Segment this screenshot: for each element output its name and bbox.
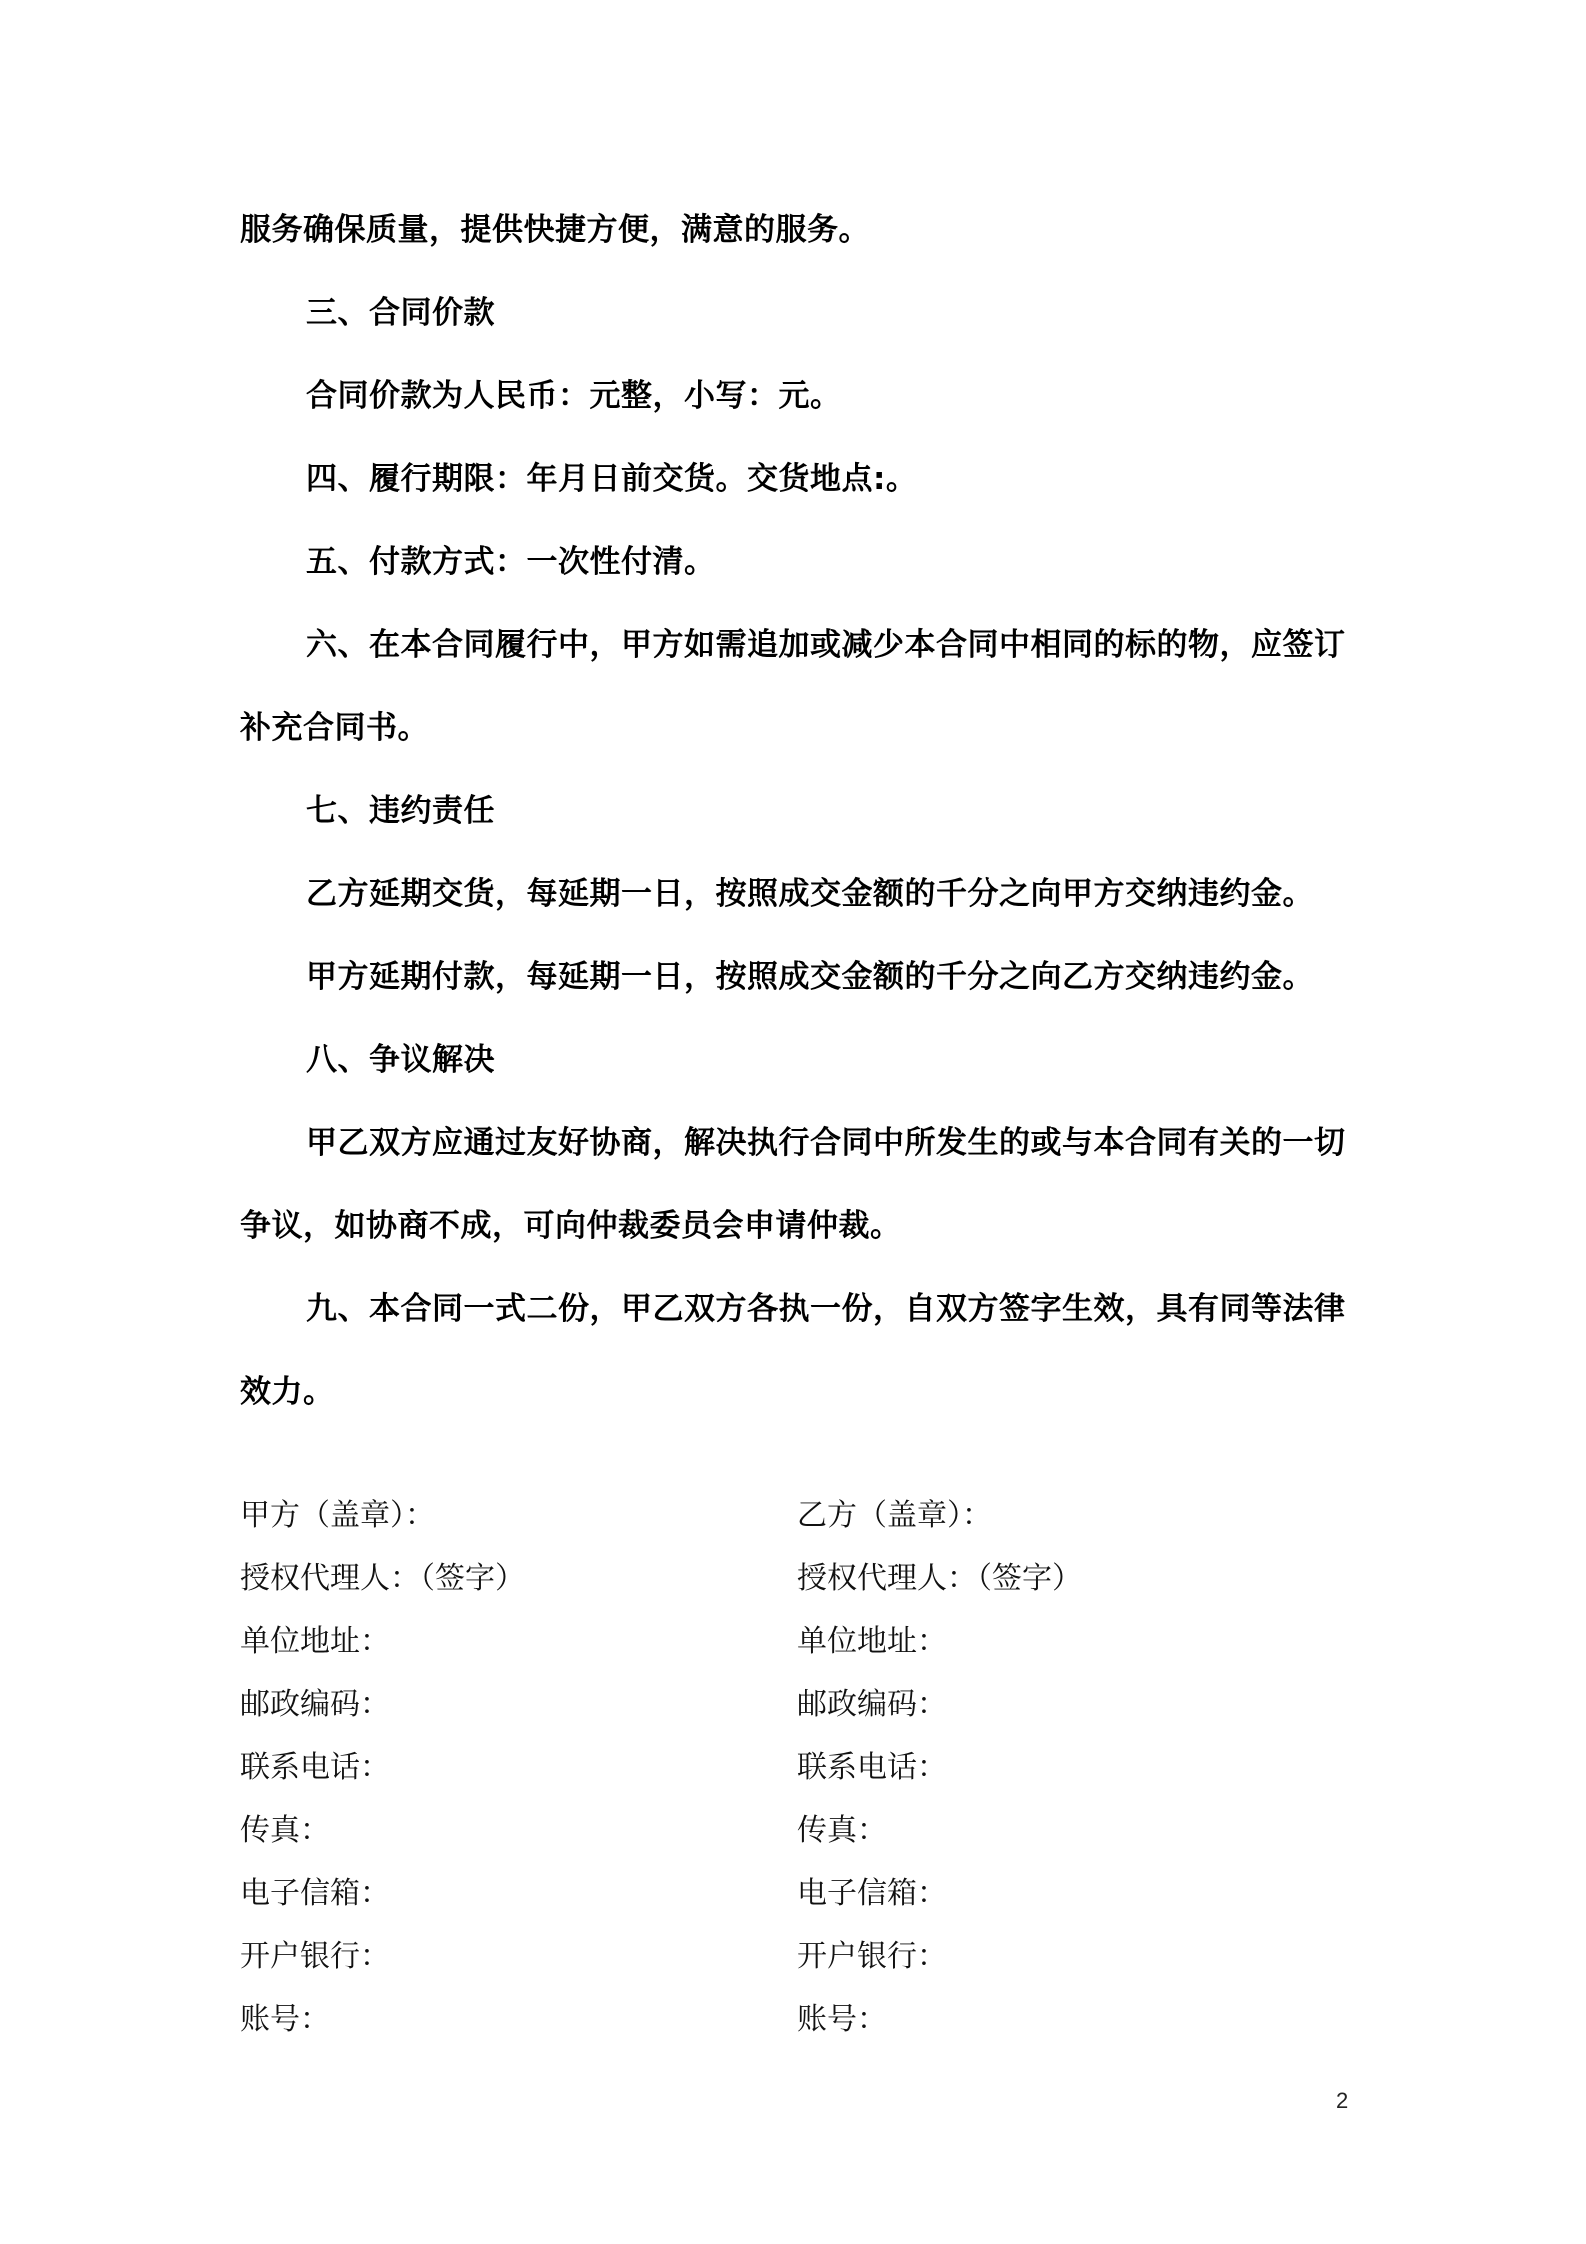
paragraph-dispute-line1: 甲乙双方应通过友好协商，解决执行合同中所发生的或与本合同有关的一切 <box>306 1125 1346 1161</box>
party-b-postcode-label: 邮政编码： <box>797 1687 947 1722</box>
party-a-email-label: 电子信箱： <box>240 1876 390 1911</box>
paragraph-dispute-line2: 争议，如协商不成，可向仲裁委员会申请仲裁。 <box>240 1208 902 1244</box>
page-number: 2 <box>1336 2088 1349 2113</box>
party-a-fax-label: 传真： <box>240 1813 330 1848</box>
party-a-agent-label: 授权代理人：（签字） <box>240 1561 525 1596</box>
party-b-fax-label: 传真： <box>797 1813 887 1848</box>
paragraph-party-b-delay: 乙方延期交货，每延期一日，按照成交金额的千分之向甲方交纳违约金。 <box>306 876 1314 912</box>
paragraph-copies-line1: 九、本合同一式二份，甲乙双方各执一份，自双方签字生效，具有同等法律 <box>306 1291 1346 1327</box>
party-a-bank-label: 开户银行： <box>240 1939 390 1974</box>
paragraph-service-continuation: 服务确保质量，提供快捷方便，满意的服务。 <box>240 212 870 248</box>
paragraph-performance-period: 四、履行期限：年月日前交货。交货地点:。 <box>306 461 918 497</box>
paragraph-copies-line2: 效力。 <box>240 1374 335 1410</box>
party-b-account-label: 账号： <box>797 2002 887 2037</box>
paragraph-contract-price: 合同价款为人民币：元整，小写：元。 <box>306 378 842 414</box>
party-a-address-label: 单位地址： <box>240 1624 390 1659</box>
heading-dispute-resolution: 八、争议解决 <box>306 1042 495 1078</box>
party-a-phone-label: 联系电话： <box>240 1750 390 1785</box>
party-a-account-label: 账号： <box>240 2002 330 2037</box>
party-b-seal-label: 乙方（盖章）： <box>797 1498 992 1533</box>
heading-breach-liability: 七、违约责任 <box>306 793 495 829</box>
party-b-phone-label: 联系电话： <box>797 1750 947 1785</box>
party-a-seal-label: 甲方（盖章）： <box>240 1498 435 1533</box>
party-b-address-label: 单位地址： <box>797 1624 947 1659</box>
party-b-bank-label: 开户银行： <box>797 1939 947 1974</box>
party-b-agent-label: 授权代理人：（签字） <box>797 1561 1082 1596</box>
party-a-postcode-label: 邮政编码： <box>240 1687 390 1722</box>
party-b-email-label: 电子信箱： <box>797 1876 947 1911</box>
heading-contract-price: 三、合同价款 <box>306 295 495 331</box>
paragraph-payment-method: 五、付款方式：一次性付清。 <box>306 544 716 580</box>
paragraph-party-a-delay: 甲方延期付款，每延期一日，按照成交金额的千分之向乙方交纳违约金。 <box>306 959 1314 995</box>
paragraph-supplement-line2: 补充合同书。 <box>240 710 429 746</box>
paragraph-supplement-line1: 六、在本合同履行中，甲方如需追加或减少本合同中相同的标的物，应签订 <box>306 627 1346 663</box>
